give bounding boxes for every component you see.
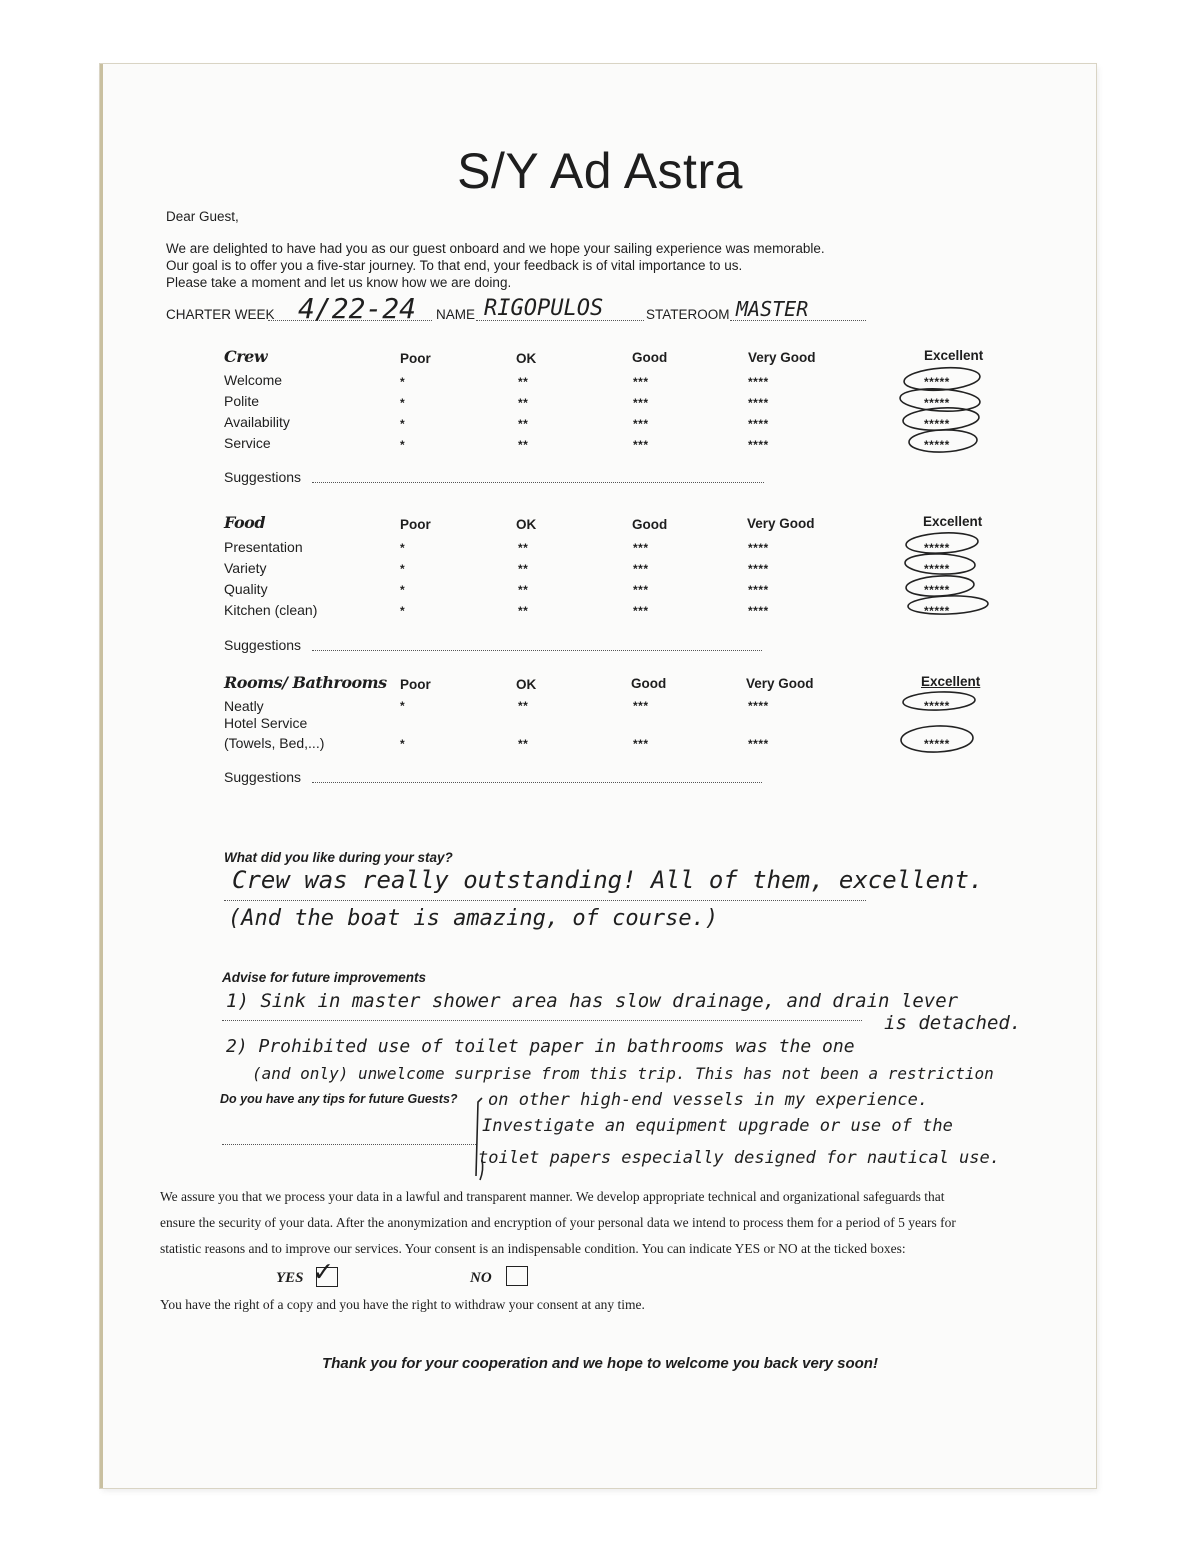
rating-option[interactable]: * <box>400 541 406 555</box>
rating-option[interactable]: ** <box>518 604 529 618</box>
rating-option[interactable]: *** <box>633 562 649 576</box>
rating-option[interactable]: ** <box>518 583 529 597</box>
legal-line-1: We assure you that we process your data in a lawful and transparent manner. We develop appropriate technical and organizational safeguards that <box>160 1189 945 1204</box>
tips-question: Do you have any tips for future Guests? <box>220 1092 458 1106</box>
rooms-suggestions-label: Suggestions <box>224 769 302 785</box>
intro-line-2: Our goal is to offer you a five-star journey. To that end, your feedback is of vital importance to us. <box>166 258 743 273</box>
rating-option[interactable]: **** <box>748 396 769 410</box>
rating-option[interactable]: ** <box>518 699 529 713</box>
form-title: S/Y Ad Astra <box>457 143 743 199</box>
col-poor: Poor <box>400 517 431 532</box>
rating-option[interactable]: ***** <box>924 604 950 618</box>
rating-option[interactable]: ** <box>518 541 529 555</box>
rating-option[interactable]: ***** <box>924 583 950 597</box>
rating-option[interactable]: **** <box>748 604 769 618</box>
row-label-variety: Variety <box>224 560 267 576</box>
row-label-hotel-service: Hotel Service <box>224 715 308 731</box>
rating-option[interactable]: * <box>400 699 406 713</box>
footer-thank-you: Thank you for your cooperation and we hope to welcome you back very soon! <box>322 1355 878 1372</box>
section-title-food: Food <box>224 513 266 532</box>
rating-option[interactable]: ** <box>518 562 529 576</box>
paper-edge <box>100 64 103 1488</box>
improve-answer-line-2[interactable]: is detached. <box>884 1012 1022 1034</box>
col-good: Good <box>632 350 668 365</box>
col-poor: Poor <box>400 677 431 692</box>
rating-option[interactable]: **** <box>748 699 769 713</box>
rating-option[interactable]: ***** <box>924 417 950 431</box>
rating-option[interactable]: **** <box>748 438 769 452</box>
consent-no-checkbox[interactable] <box>506 1266 528 1286</box>
improve-answer-line-1[interactable]: 1) Sink in master shower area has slow drainage, and drain lever <box>226 990 959 1012</box>
improve-answer-line-5[interactable]: on other high-end vessels in my experience. <box>488 1090 929 1110</box>
liked-answer-line-2[interactable]: (And the boat is amazing, of course.) <box>228 906 719 931</box>
col-very-good: Very Good <box>748 350 816 365</box>
col-very-good: Very Good <box>746 676 814 691</box>
improve-answer-line <box>222 1020 862 1021</box>
row-label-quality: Quality <box>224 581 268 597</box>
rating-option[interactable]: *** <box>633 737 649 751</box>
row-label-neatly: Neatly <box>224 698 264 714</box>
legal-line-2: ensure the security of your data. After the anonymization and encryption of your personal data we intend to process them for a period of 5 years for <box>160 1215 956 1230</box>
rating-option[interactable]: * <box>400 375 406 389</box>
charter-week-value[interactable]: 4/22-24 <box>298 292 417 325</box>
rating-option[interactable]: * <box>400 583 406 597</box>
legal-line-3: statistic reasons and to improve our services. Your consent is an indispensable condition. You can indicate YES or NO at the ticked boxes: <box>160 1241 906 1256</box>
improve-answer-line-4[interactable]: (and only) unwelcome surprise from this trip. This has not been a restriction <box>252 1064 994 1083</box>
row-label-welcome: Welcome <box>224 372 283 388</box>
rating-option[interactable]: **** <box>748 737 769 751</box>
rating-option[interactable]: **** <box>748 562 769 576</box>
rating-option[interactable]: *** <box>633 396 649 410</box>
section-title-rooms: Rooms/ Bathrooms <box>224 673 387 692</box>
rating-option[interactable]: ***** <box>924 562 950 576</box>
crew-suggestions-label: Suggestions <box>224 469 302 485</box>
rating-option[interactable]: ***** <box>924 737 950 751</box>
row-label-presentation: Presentation <box>224 539 303 555</box>
rating-option[interactable]: **** <box>748 375 769 389</box>
crew-suggestions-line[interactable] <box>312 482 764 483</box>
rating-option[interactable]: ** <box>518 396 529 410</box>
row-label-service: Service <box>224 435 271 451</box>
rating-option[interactable]: ** <box>518 737 529 751</box>
liked-answer-line <box>224 900 866 901</box>
improve-question: Advise for future improvements <box>222 970 427 985</box>
improve-answer-line-3[interactable]: 2) Prohibited use of toilet paper in bathrooms was the one <box>226 1036 855 1057</box>
rating-option[interactable]: *** <box>633 583 649 597</box>
name-label: NAME <box>436 307 476 322</box>
row-label-towels-bed: (Towels, Bed,...) <box>224 735 325 751</box>
rating-option[interactable]: *** <box>633 604 649 618</box>
rooms-suggestions-line[interactable] <box>312 782 762 783</box>
rating-option[interactable]: * <box>400 438 406 452</box>
rating-option[interactable]: ***** <box>924 699 950 713</box>
rating-option[interactable]: * <box>400 604 406 618</box>
greeting: Dear Guest, <box>166 209 239 224</box>
consent-yes-checkmark: ✓ <box>314 1254 333 1289</box>
col-excellent: Excellent <box>921 674 981 689</box>
rating-option[interactable]: ** <box>518 438 529 452</box>
stateroom-label: STATEROOM <box>646 307 730 322</box>
col-excellent: Excellent <box>923 514 983 529</box>
intro-line-1: We are delighted to have had you as our guest onboard and we hope your sailing experience was memorable. <box>166 241 825 256</box>
consent-yes-label: YES <box>276 1270 304 1286</box>
rating-option[interactable]: * <box>400 396 406 410</box>
rating-option[interactable]: *** <box>633 541 649 555</box>
rating-option[interactable]: ***** <box>924 541 950 555</box>
rating-option[interactable]: * <box>400 737 406 751</box>
rating-option[interactable]: ** <box>518 375 529 389</box>
liked-question: What did you like during your stay? <box>224 850 453 865</box>
rights-text: You have the right of a copy and you have the right to withdraw your consent at any time. <box>160 1297 645 1312</box>
rating-option[interactable]: **** <box>748 417 769 431</box>
rating-option[interactable]: *** <box>633 438 649 452</box>
improve-answer-line-7[interactable]: toilet papers especially designed for nautical use. <box>478 1148 1000 1168</box>
food-suggestions-line[interactable] <box>312 650 762 651</box>
col-ok: OK <box>516 351 537 366</box>
row-label-polite: Polite <box>224 393 260 409</box>
rating-option[interactable]: **** <box>748 583 769 597</box>
rating-option[interactable]: *** <box>633 417 649 431</box>
consent-no-label: NO <box>470 1270 492 1286</box>
tips-answer-line <box>222 1144 476 1145</box>
intro-line-3: Please take a moment and let us know how we are doing. <box>166 275 512 290</box>
rating-option[interactable]: *** <box>633 375 649 389</box>
stateroom-value[interactable]: MASTER <box>736 297 809 321</box>
rating-option[interactable]: ***** <box>924 438 950 452</box>
col-good: Good <box>631 676 667 691</box>
col-very-good: Very Good <box>747 516 815 531</box>
rating-option[interactable]: ** <box>518 417 529 431</box>
col-good: Good <box>632 517 668 532</box>
rating-option[interactable]: * <box>400 562 406 576</box>
food-suggestions-label: Suggestions <box>224 637 302 653</box>
improve-answer-line-6[interactable]: Investigate an equipment upgrade or use of the <box>482 1116 953 1136</box>
rating-option[interactable]: ***** <box>924 375 950 389</box>
rating-option[interactable]: **** <box>748 541 769 555</box>
col-ok: OK <box>516 517 537 532</box>
rating-option[interactable]: ***** <box>924 396 950 410</box>
col-ok: OK <box>516 677 537 692</box>
row-label-kitchen: Kitchen (clean) <box>224 602 318 618</box>
col-poor: Poor <box>400 351 431 366</box>
section-title-crew: Crew <box>224 347 268 366</box>
liked-answer-line-1[interactable]: Crew was really outstanding! All of them, excellent. <box>232 866 984 894</box>
name-value[interactable]: RIGOPULOS <box>484 296 604 321</box>
rating-option[interactable]: * <box>400 417 406 431</box>
row-label-availability: Availability <box>224 414 290 430</box>
charter-week-label: CHARTER WEEK <box>166 307 275 322</box>
col-excellent: Excellent <box>924 348 984 363</box>
rating-option[interactable]: *** <box>633 699 649 713</box>
